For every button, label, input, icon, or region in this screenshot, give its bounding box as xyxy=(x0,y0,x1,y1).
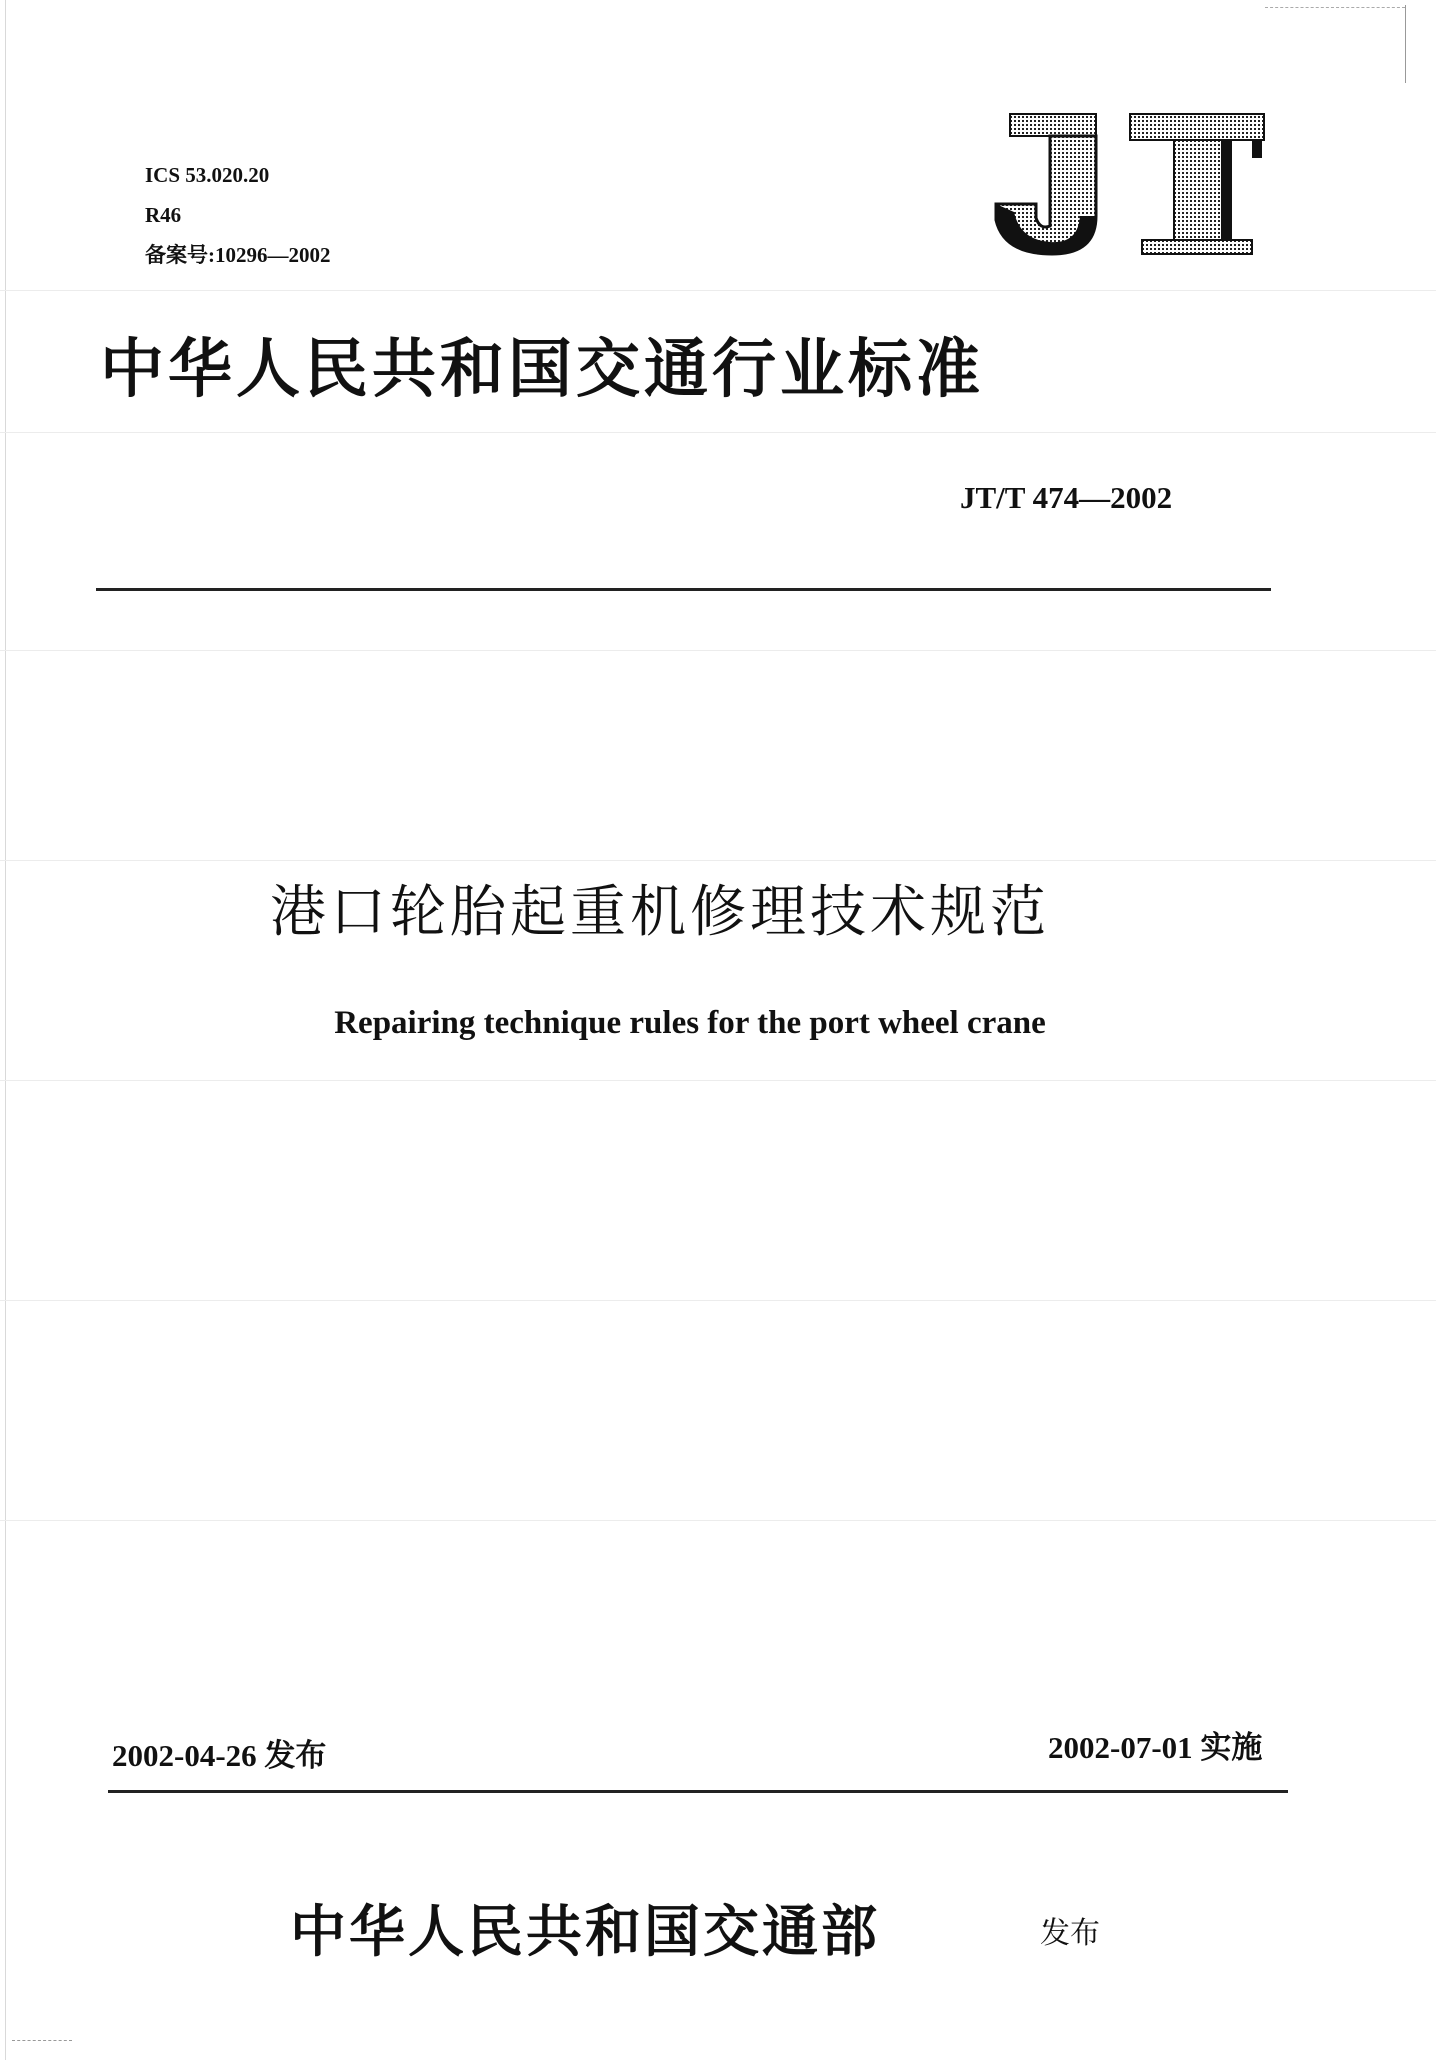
class-code: R46 xyxy=(145,203,182,227)
issue-date: 2002-04-26 发布 xyxy=(112,1738,327,1773)
standard-title: 中华人民共和国交通行业标准 xyxy=(100,332,984,407)
publisher-name: 中华人民共和国交通部 xyxy=(290,1899,880,1965)
document-title-chinese: 港口轮胎起重机修理技术规范 xyxy=(270,880,1050,945)
scan-guide-line xyxy=(0,650,1436,651)
scan-corner-mark-horizontal xyxy=(1265,7,1405,9)
document-title-english: Repairing technique rules for the port wheel crane xyxy=(334,1005,1046,1041)
implementation-date: 2002-07-01 实施 xyxy=(1048,1730,1263,1765)
scan-bottom-mark xyxy=(12,2040,72,2042)
scan-guide-line xyxy=(0,290,1436,291)
top-divider xyxy=(96,588,1271,591)
scan-guide-line xyxy=(0,860,1436,861)
scan-guide-line xyxy=(0,1520,1436,1521)
bottom-divider xyxy=(108,1790,1288,1793)
standard-number: JT/T 474—2002 xyxy=(960,480,1173,515)
scan-corner-mark-vertical xyxy=(1405,5,1406,83)
scan-guide-line xyxy=(0,432,1436,433)
publisher-suffix: 发布 xyxy=(1040,1916,1100,1951)
ics-code: ICS 53.020.20 xyxy=(145,163,270,187)
scan-guide-line xyxy=(0,1300,1436,1301)
classification-block xyxy=(145,155,331,275)
record-number: 备案号:10296—2002 xyxy=(145,243,331,267)
scan-edge-left xyxy=(5,0,6,2060)
jt-logo xyxy=(970,108,1270,258)
scan-guide-line xyxy=(0,1080,1436,1081)
